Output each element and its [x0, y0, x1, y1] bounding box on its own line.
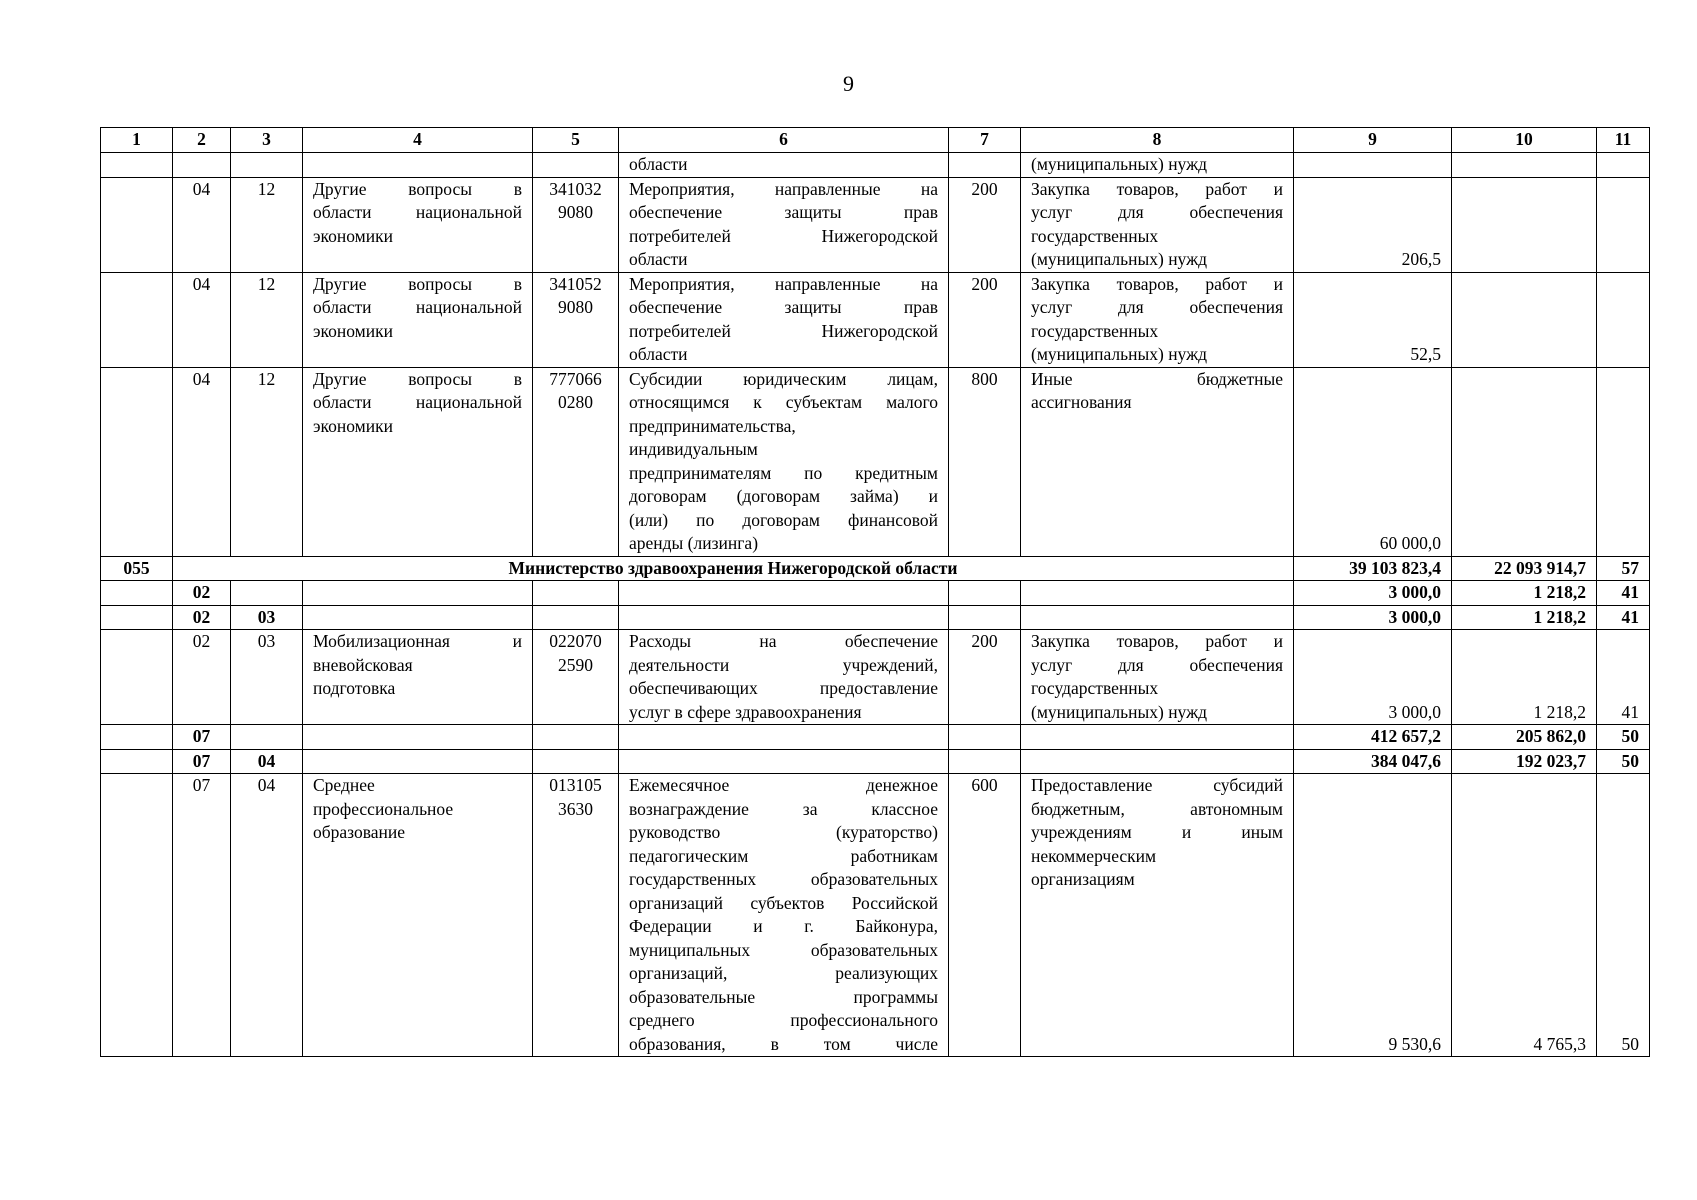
cell-col2: [173, 153, 231, 178]
cell-col10: 22 093 914,7: [1452, 556, 1597, 581]
cell-col9: 52,5: [1294, 272, 1452, 367]
cell-col5: [533, 367, 619, 556]
cell-line: образовательные программы: [629, 986, 938, 1007]
cell-col6: [619, 177, 949, 272]
cell-col1: [101, 367, 173, 556]
cell-col9: [1294, 153, 1452, 178]
cell-line: аренды (лизинга): [629, 533, 759, 553]
cell-line: муниципальных образовательных: [629, 939, 938, 960]
cell-line: бюджетным, автономным: [1031, 798, 1283, 819]
cell-line: Закупка товаров, работ и: [1031, 273, 1283, 294]
department-code: 055: [101, 556, 173, 581]
cell-line: области национальной: [313, 297, 522, 317]
cell-col2: 04: [173, 272, 231, 367]
cell-col10: 1 218,2: [1452, 630, 1597, 725]
cell-col6: [619, 774, 949, 1057]
cell-col9: 3 000,0: [1294, 605, 1452, 630]
cell-col2: 07: [173, 725, 231, 750]
cell-col7: 200: [949, 177, 1021, 272]
cell-col5: [533, 774, 619, 1057]
cell-col11: 57: [1597, 556, 1650, 581]
cell-col2: 02: [173, 581, 231, 606]
cell-col5: [533, 725, 619, 750]
cell-col4: [303, 177, 533, 272]
table-row: [101, 367, 1650, 556]
cell-col6: [619, 367, 949, 556]
cell-line: Другие вопросы в: [313, 273, 522, 294]
cell-line: обеспечение защиты прав: [629, 202, 938, 222]
header-cell: 4: [303, 128, 533, 153]
header-cell: 9: [1294, 128, 1452, 153]
cell-col4: [303, 581, 533, 606]
page-number: 9: [843, 71, 854, 96]
cell-col3: [231, 153, 303, 178]
cell-col7: 600: [949, 774, 1021, 1057]
cell-col6: [619, 581, 949, 606]
cell-col1: [101, 581, 173, 606]
cell-col9: 3 000,0: [1294, 581, 1452, 606]
header-cell: 3: [231, 128, 303, 153]
cell-line: Иные бюджетные: [1031, 368, 1283, 389]
cell-col9: 60 000,0: [1294, 367, 1452, 556]
cell-line: услуг в сфере здравоохранения: [629, 701, 862, 722]
cell-col11: 50: [1597, 774, 1650, 1057]
cell-col4: [303, 774, 533, 1057]
cell-line: Мероприятия, направленные на: [629, 273, 938, 294]
cell-col8: [1021, 605, 1294, 630]
cell-col7: [949, 153, 1021, 178]
cell-col4: [303, 153, 533, 178]
cell-col3: [231, 725, 303, 750]
cell-col4: [303, 367, 533, 556]
cell-line: 022070: [549, 631, 602, 651]
cell-col11: [1597, 153, 1650, 178]
header-row: [101, 128, 1650, 153]
cell-col3: 03: [231, 630, 303, 725]
cell-col1: [101, 272, 173, 367]
header-cell: 2: [173, 128, 231, 153]
cell-line: подготовка: [313, 678, 396, 698]
cell-line: Ежемесячное денежное: [629, 775, 938, 795]
cell-col1: [101, 605, 173, 630]
cell-col7: 200: [949, 272, 1021, 367]
cell-line: государственных: [1031, 225, 1159, 246]
cell-line: деятельности учреждений,: [629, 654, 938, 675]
table-row: [101, 630, 1650, 725]
cell-col8: [1021, 581, 1294, 606]
cell-line: (муниципальных) нужд: [1031, 249, 1208, 269]
cell-line: образование: [313, 822, 406, 842]
cell-col4: [303, 605, 533, 630]
cell-col10: 1 218,2: [1452, 581, 1597, 606]
cell-col10: [1452, 272, 1597, 367]
cell-line: области национальной: [313, 202, 522, 222]
cell-col7: 200: [949, 630, 1021, 725]
cell-col6: [619, 749, 949, 774]
table-row: [101, 153, 1650, 178]
cell-line: предпринимательства,: [629, 415, 796, 436]
cell-col8: [1021, 774, 1294, 1057]
cell-col11: [1597, 177, 1650, 272]
cell-line: государственных: [1031, 678, 1159, 698]
cell-col1: [101, 749, 173, 774]
cell-col9: 412 657,2: [1294, 725, 1452, 750]
cell-line: вневойсковая: [313, 654, 413, 675]
cell-line: Среднее: [313, 775, 375, 795]
cell-col11: [1597, 367, 1650, 556]
cell-line: обеспечение защиты прав: [629, 297, 938, 317]
cell-line: (муниципальных) нужд: [1031, 701, 1208, 722]
table-row: [101, 177, 1650, 272]
cell-col5: [533, 177, 619, 272]
cell-line: Закупка товаров, работ и: [1031, 178, 1283, 199]
cell-col11: [1597, 272, 1650, 367]
cell-col6: [619, 272, 949, 367]
cell-line: экономики: [313, 320, 393, 341]
cell-line: услуг для обеспечения: [1031, 654, 1283, 675]
cell-col1: [101, 630, 173, 725]
cell-col2: 07: [173, 749, 231, 774]
cell-col6: [619, 630, 949, 725]
header-cell: 8: [1021, 128, 1294, 153]
cell-col6: [619, 725, 949, 750]
cell-col3: 04: [231, 749, 303, 774]
cell-col11: 41: [1597, 605, 1650, 630]
cell-line: 777066: [549, 368, 602, 389]
cell-col3: [231, 581, 303, 606]
cell-line: государственных образовательных: [629, 869, 938, 889]
cell-col5: [533, 630, 619, 725]
cell-col7: [949, 581, 1021, 606]
cell-col2: 02: [173, 630, 231, 725]
cell-line: 013105: [549, 775, 602, 795]
cell-line: организациям: [1031, 869, 1135, 889]
cell-col7: [949, 605, 1021, 630]
cell-line: 2590: [558, 654, 593, 675]
subsection-row: [101, 749, 1650, 774]
cell-line: 9080: [558, 202, 593, 222]
cell-col1: [101, 177, 173, 272]
cell-line: услуг для обеспечения: [1031, 202, 1283, 222]
cell-line: Субсидии юридическим лицам,: [629, 368, 938, 389]
cell-line: Другие вопросы в: [313, 368, 522, 389]
cell-line: некоммерческим: [1031, 845, 1157, 866]
cell-line: учреждениям и иным: [1031, 822, 1283, 842]
cell-col10: 1 218,2: [1452, 605, 1597, 630]
cell-line: 3630: [558, 798, 593, 819]
cell-col8: [1021, 153, 1294, 178]
cell-col9: 39 103 823,4: [1294, 556, 1452, 581]
cell-col9: 384 047,6: [1294, 749, 1452, 774]
cell-line: потребителей Нижегородской: [629, 320, 938, 341]
section-row: [101, 581, 1650, 606]
header-cell: 7: [949, 128, 1021, 153]
cell-line: относящимся к субъектам малого: [629, 392, 938, 412]
cell-col5: [533, 272, 619, 367]
cell-line: договорам (договорам займа) и: [629, 486, 938, 506]
cell-col8: [1021, 749, 1294, 774]
cell-line: организаций, реализующих: [629, 963, 938, 983]
cell-col8: [1021, 367, 1294, 556]
cell-col9: 3 000,0: [1294, 630, 1452, 725]
cell-col2: 04: [173, 177, 231, 272]
cell-line: Федерации и г. Байконура,: [629, 916, 938, 936]
department-name: Министерство здравоохранения Нижегородской области: [173, 556, 1294, 581]
cell-line: 341032: [549, 178, 602, 199]
cell-col4: [303, 272, 533, 367]
cell-col11: 41: [1597, 581, 1650, 606]
cell-col3: 12: [231, 367, 303, 556]
cell-col5: [533, 581, 619, 606]
cell-line: области: [629, 249, 688, 269]
table-row: [101, 272, 1650, 367]
cell-line: Другие вопросы в: [313, 178, 522, 199]
cell-line: педагогическим работникам: [629, 845, 938, 866]
cell-line: (муниципальных) нужд: [1031, 154, 1208, 174]
cell-col5: [533, 749, 619, 774]
cell-col2: 02: [173, 605, 231, 630]
section-row: [101, 725, 1650, 750]
cell-line: экономики: [313, 225, 393, 246]
cell-line: организаций субъектов Российской: [629, 892, 938, 913]
cell-col6: [619, 605, 949, 630]
table-row: [101, 774, 1650, 1057]
cell-line: области: [629, 154, 688, 174]
budget-table: [100, 127, 1650, 1057]
cell-col9: 206,5: [1294, 177, 1452, 272]
cell-col10: [1452, 153, 1597, 178]
cell-col3: 12: [231, 272, 303, 367]
cell-col1: [101, 774, 173, 1057]
cell-line: Предоставление субсидий: [1031, 775, 1283, 795]
subsection-row: [101, 605, 1650, 630]
header-cell: 11: [1597, 128, 1650, 153]
cell-col10: 4 765,3: [1452, 774, 1597, 1057]
cell-col7: [949, 725, 1021, 750]
header-cell: 6: [619, 128, 949, 153]
cell-col1: [101, 725, 173, 750]
cell-line: потребителей Нижегородской: [629, 225, 938, 246]
cell-col6: [619, 153, 949, 178]
cell-col3: 04: [231, 774, 303, 1057]
cell-line: руководство (кураторство): [629, 822, 938, 842]
cell-line: Расходы на обеспечение: [629, 631, 938, 651]
cell-line: предпринимателям по кредитным: [629, 462, 938, 483]
cell-line: Мобилизационная и: [313, 631, 522, 651]
cell-line: ассигнования: [1031, 392, 1132, 412]
cell-line: Мероприятия, направленные на: [629, 178, 938, 199]
cell-line: 0280: [558, 392, 593, 412]
cell-line: (муниципальных) нужд: [1031, 344, 1208, 364]
header-cell: 10: [1452, 128, 1597, 153]
cell-col4: [303, 630, 533, 725]
cell-col7: [949, 749, 1021, 774]
cell-line: области: [629, 344, 688, 364]
cell-col8: [1021, 630, 1294, 725]
cell-col8: [1021, 177, 1294, 272]
cell-col11: 41: [1597, 630, 1650, 725]
cell-col3: 03: [231, 605, 303, 630]
cell-col7: 800: [949, 367, 1021, 556]
cell-col1: [101, 153, 173, 178]
cell-line: Закупка товаров, работ и: [1031, 631, 1283, 651]
cell-col3: 12: [231, 177, 303, 272]
cell-line: государственных: [1031, 320, 1159, 341]
department-row: [101, 556, 1650, 581]
cell-col10: [1452, 177, 1597, 272]
cell-col10: 192 023,7: [1452, 749, 1597, 774]
cell-line: услуг для обеспечения: [1031, 297, 1283, 317]
cell-line: (или) по договорам финансовой: [629, 509, 938, 530]
cell-line: индивидуальным: [629, 439, 758, 459]
cell-col11: 50: [1597, 725, 1650, 750]
cell-line: 9080: [558, 297, 593, 317]
header-cell: 1: [101, 128, 173, 153]
cell-col8: [1021, 272, 1294, 367]
cell-line: среднего профессионального: [629, 1010, 938, 1030]
cell-line: области национальной: [313, 392, 522, 412]
cell-col2: 07: [173, 774, 231, 1057]
cell-col8: [1021, 725, 1294, 750]
cell-line: профессиональное: [313, 798, 454, 819]
cell-col10: 205 862,0: [1452, 725, 1597, 750]
cell-col4: [303, 749, 533, 774]
cell-col10: [1452, 367, 1597, 556]
cell-col5: [533, 153, 619, 178]
cell-col4: [303, 725, 533, 750]
header-cell: 5: [533, 128, 619, 153]
cell-col11: 50: [1597, 749, 1650, 774]
cell-line: экономики: [313, 415, 393, 436]
cell-line: образования, в том числе: [629, 1033, 938, 1054]
cell-line: вознаграждение за классное: [629, 798, 938, 819]
cell-col5: [533, 605, 619, 630]
cell-line: обеспечивающих предоставление: [629, 678, 938, 698]
cell-col2: 04: [173, 367, 231, 556]
cell-col9: 9 530,6: [1294, 774, 1452, 1057]
cell-line: 341052: [549, 273, 602, 294]
